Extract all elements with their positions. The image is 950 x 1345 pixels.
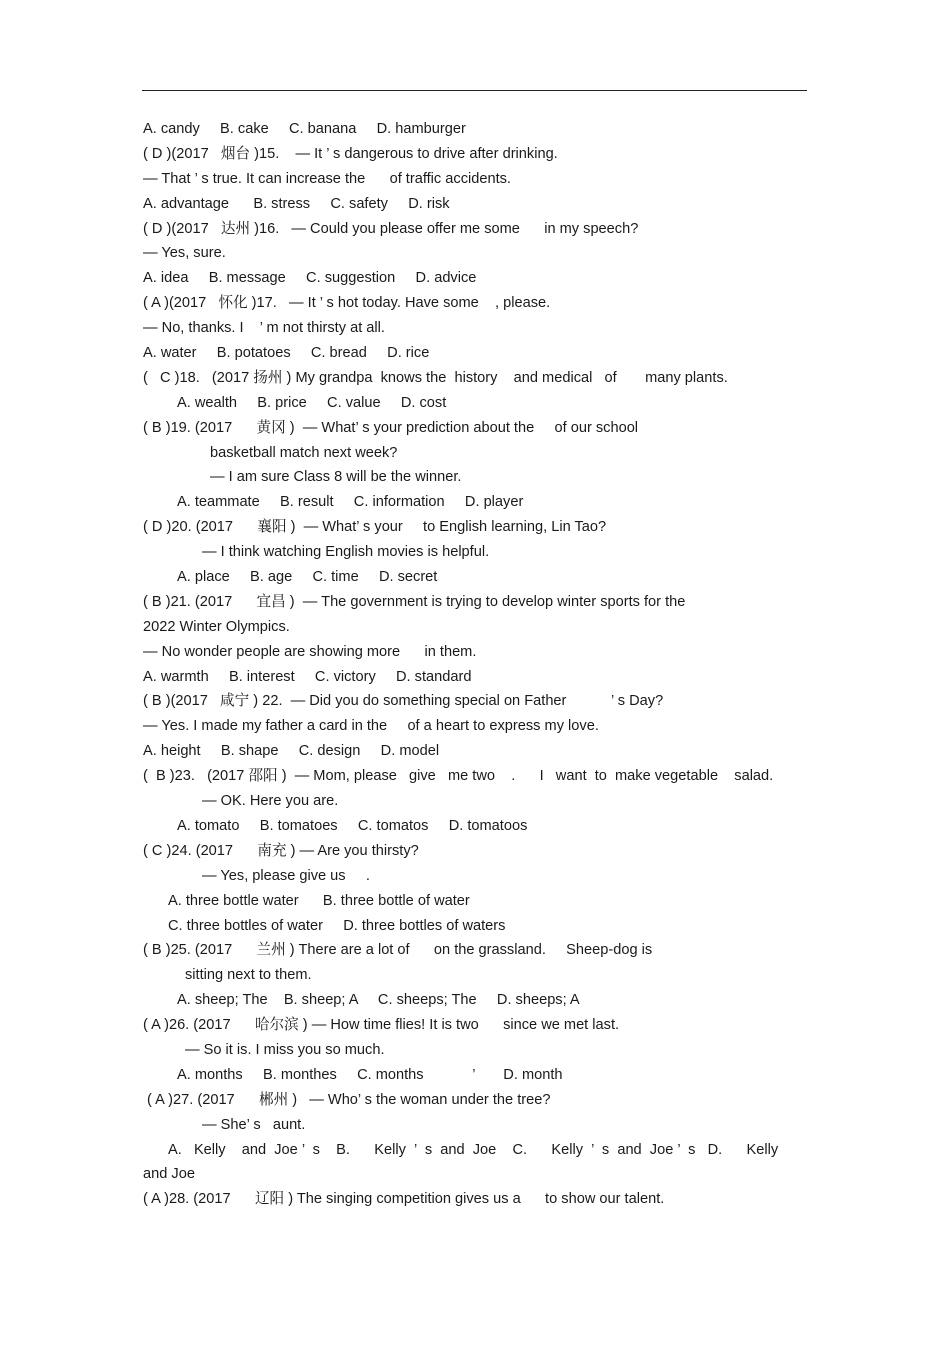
question-15: ( D )(2017 烟台 )15. — It ’ s dangerous to drive after drinking.: [143, 145, 558, 162]
options-18: A. wealth B. price C. value D. cost: [177, 394, 447, 411]
options-24-cd: C. three bottles of water D. three bottles of waters: [168, 917, 506, 934]
question-22: ( B )(2017 咸宁 ) 22. — Did you do something special on Father ’ s Day?: [143, 693, 664, 710]
text-line: — Yes. I made my father a card in the of a heart to express my love.: [143, 718, 599, 735]
question-17: ( A )(2017 怀化 )17. — It ’ s hot today. Have some , please.: [143, 295, 551, 312]
question-27: ( A )27. (2017 郴州 ) — Who’ s the woman under the tree?: [143, 1091, 551, 1108]
text-line: — So it is. I miss you so much.: [185, 1041, 385, 1058]
options-21: A. warmth B. interest C. victory D. standard: [143, 668, 472, 685]
text-line: — I think watching English movies is helpful.: [202, 544, 490, 561]
header-rule: [142, 90, 807, 91]
question-23: ( B )23. (2017 邵阳 ) — Mom, please give me two . I want to make vegetable salad.: [143, 768, 774, 785]
options-26: A. months B. monthes C. months ’ D. month: [177, 1066, 563, 1083]
question-24: ( C )24. (2017 南充 ) — Are you thirsty?: [143, 842, 419, 859]
options-24-ab: A. three bottle water B. three bottle of water: [168, 892, 470, 909]
text-line: — Yes, sure.: [143, 245, 226, 262]
text-line: — Yes, please give us .: [202, 867, 370, 884]
text-line: — She’ s aunt.: [202, 1116, 306, 1133]
text-line: — No, thanks. I ’ m not thirsty at all.: [143, 320, 385, 337]
options-15: A. advantage B. stress C. safety D. risk: [143, 195, 450, 212]
question-25: ( B )25. (2017 兰州 ) There are a lot of on the grassland. Sheep-dog is: [143, 942, 653, 959]
text-line: — I am sure Class 8 will be the winner.: [210, 469, 462, 486]
question-21: ( B )21. (2017 宜昌 ) — The government is trying to develop winter sports for the: [143, 593, 686, 610]
options-25: A. sheep; The B. sheep; A C. sheeps; The D. sheeps; A: [177, 992, 580, 1009]
question-28: ( A )28. (2017 辽阳 ) The singing competition gives us a to show our talent.: [143, 1191, 665, 1208]
options-22: A. height B. shape C. design D. model: [143, 743, 440, 760]
question-19: ( B )19. (2017 黄冈 ) — What’ s your prediction about the of our school: [143, 419, 639, 436]
options-20: A. place B. age C. time D. secret: [177, 569, 438, 586]
options-16: A. idea B. message C. suggestion D. advice: [143, 270, 477, 287]
text-line: basketball match next week?: [210, 444, 398, 461]
options-17: A. water B. potatoes C. bread D. rice: [143, 345, 430, 362]
options-23: A. tomato B. tomatoes C. tomatos D. tomatoos: [177, 817, 528, 834]
text-line: and Joe: [143, 1166, 195, 1183]
question-16: ( D )(2017 达州 )16. — Could you please offer me some in my speech?: [143, 220, 639, 237]
question-20: ( D )20. (2017 襄阳 ) — What’ s your to English learning, Lin Tao?: [143, 519, 607, 536]
text-line: A. candy B. cake C. banana D. hamburger: [143, 121, 466, 137]
text-line: 2022 Winter Olympics.: [143, 618, 290, 635]
document-body: [143, 117, 803, 1212]
text-line: — That ’ s true. It can increase the of traffic accidents.: [143, 170, 511, 187]
text-line: — No wonder people are showing more in them.: [143, 643, 477, 660]
options-19: A. teammate B. result C. information D. player: [177, 494, 524, 511]
question-26: ( A )26. (2017 哈尔滨 ) — How time flies! It is two since we met last.: [143, 1017, 620, 1034]
question-18: ( C )18. (2017 扬州 ) My grandpa knows the history and medical of many plants.: [143, 369, 728, 386]
options-27: A. Kelly and Joe ’ s B. Kelly ’ s and Joe C. Kelly ’ s and Joe ’ s D. Kelly: [168, 1141, 779, 1158]
text-line: sitting next to them.: [185, 967, 312, 984]
text-line: — OK. Here you are.: [202, 793, 339, 810]
